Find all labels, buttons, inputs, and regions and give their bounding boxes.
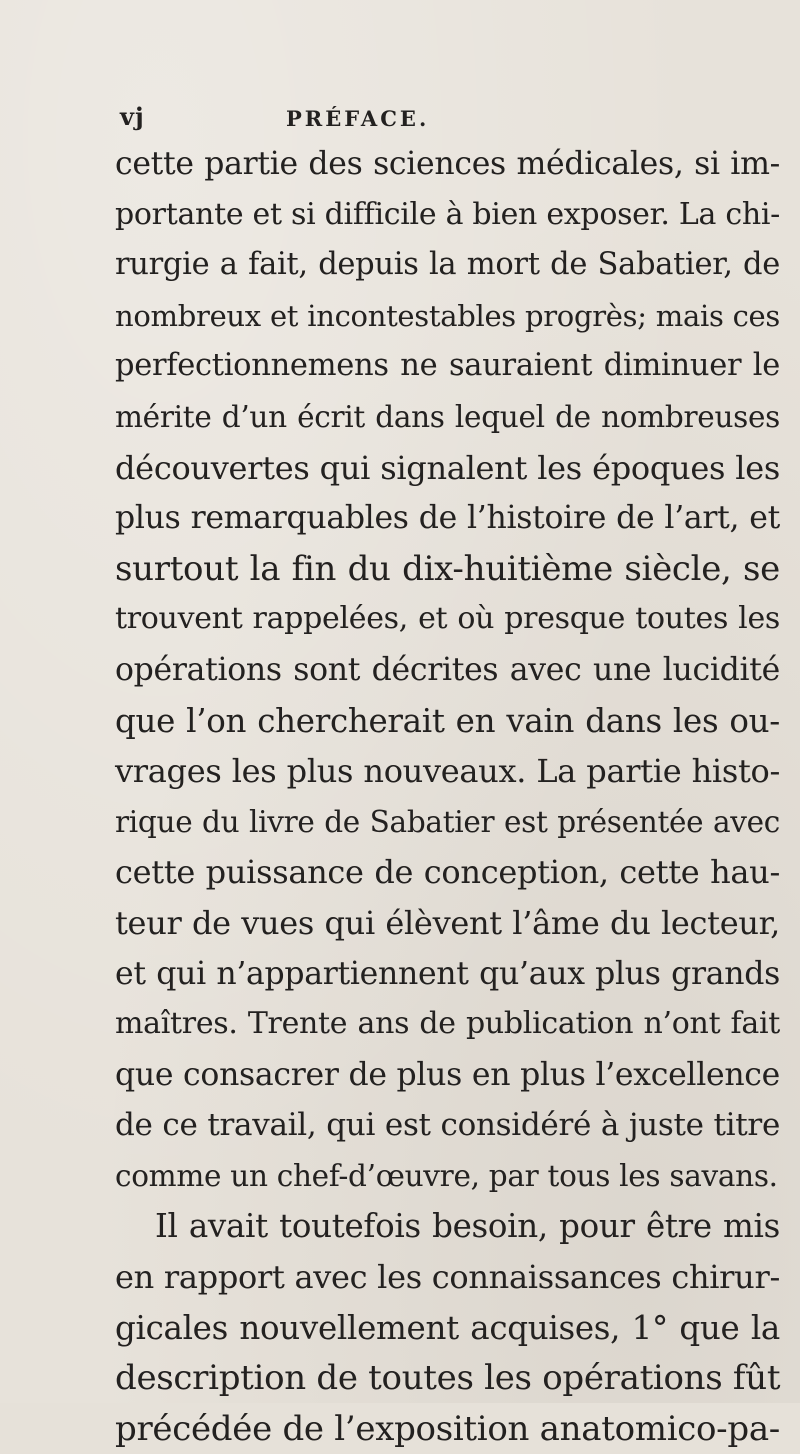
page-number: vj	[120, 102, 145, 131]
text-line: trouvent rappelées, et où presque toutes les	[115, 601, 780, 637]
text-line: perfectionnemens ne sauraient diminuer le	[115, 348, 780, 384]
text-line: description de toutes les opérations fût	[115, 1358, 781, 1399]
text-line: rurgie a fait, depuis la mort de Sabatier, de	[115, 247, 780, 283]
paragraph-end-line: comme un chef-d’œuvre, par tous les savans.	[115, 1158, 778, 1193]
text-line: en rapport avec les connaissances chirur-	[115, 1258, 780, 1297]
text-line: portante et si difficile à bien exposer. La chi-	[115, 196, 780, 232]
text-line: que l’on chercherait en vain dans les ou-	[115, 701, 780, 740]
text-line: nombreux et incontestables progrès; mais ces	[115, 298, 780, 333]
text-line: découvertes qui signalent les époques les	[115, 448, 780, 487]
text-line: cette partie des sciences médicales, si im-	[115, 146, 780, 182]
text-line: maîtres. Trente ans de publication n’ont fait	[115, 1006, 780, 1042]
text-line: précédée de l’exposition anatomico-pa-	[115, 1408, 780, 1449]
text-line: rique du livre de Sabatier est présentée avec	[115, 804, 780, 839]
text-line: cette puissance de conception, cette hau-	[115, 853, 780, 892]
text-line: mérite d’un écrit dans lequel de nombreuses	[115, 399, 780, 434]
body-text	[115, 139, 780, 1454]
text-line: de ce travail, qui est considéré à juste titre	[115, 1107, 780, 1144]
running-title: PRÉFACE.	[286, 106, 430, 131]
text-line: plus remarquables de l’histoire de l’art, et	[115, 500, 780, 537]
text-line: surtout la fin du dix-huitième siècle, se	[115, 548, 780, 589]
text-line: teur de vues qui élèvent l’âme du lecteur,	[115, 903, 780, 942]
page-header	[0, 102, 800, 142]
text-line: opérations sont décrites avec une lucidité	[115, 651, 780, 688]
text-line: gicales nouvellement acquises, 1° que la	[115, 1308, 780, 1347]
text-line: que consacrer de plus en plus l’excellence	[115, 1056, 780, 1093]
text-line: vrages les plus nouveaux. La partie histo-	[115, 752, 780, 791]
paragraph-start-line: Il avait toutefois besoin, pour être mis	[155, 1207, 780, 1246]
text-line: et qui n’appartiennent qu’aux plus grands	[115, 955, 780, 992]
